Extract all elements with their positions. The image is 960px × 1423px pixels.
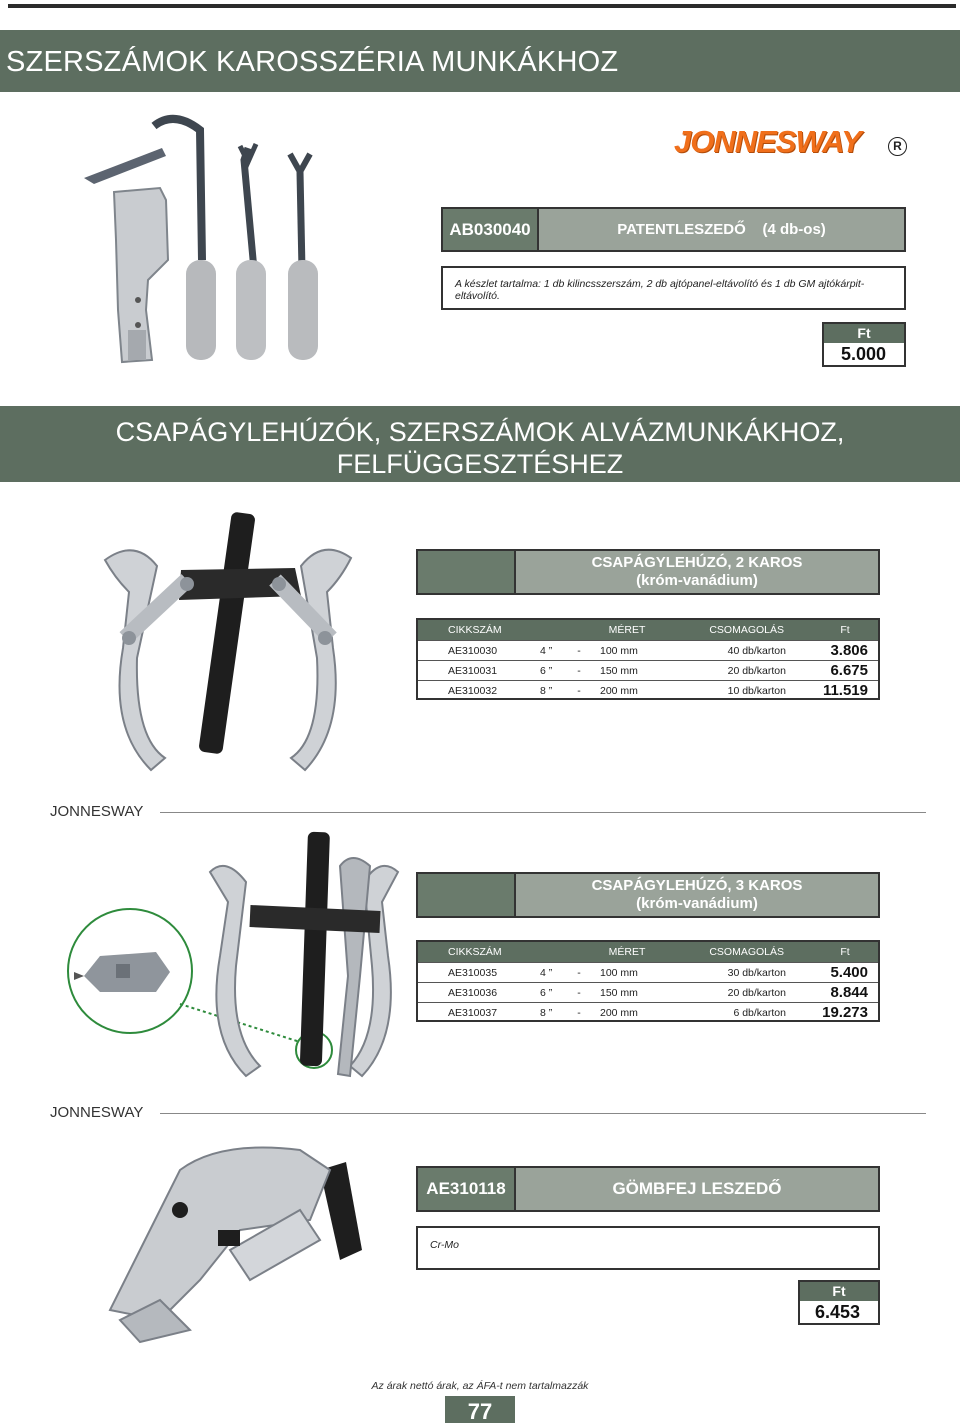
col-price: Ft — [840, 946, 850, 958]
section-title — [0, 416, 960, 480]
trim-tools-image — [74, 100, 344, 370]
product-title: CSAPÁGYLEHÚZÓ, 2 KAROS — [591, 554, 803, 571]
section-title-line1: CSAPÁGYLEHÚZÓK, SZERSZÁMOK ALVÁZMUNKÁKHOZ, — [115, 417, 845, 447]
separator-label: JONNESWAY — [50, 1104, 144, 1121]
product-header-ab030040 — [441, 207, 906, 252]
price-value: 6.453 — [814, 1302, 860, 1322]
separator-line — [160, 812, 926, 813]
top-rule — [8, 4, 956, 8]
separator-line — [160, 1113, 926, 1114]
table-row: AE310030 4 ” - 100 mm 40 db/karton 3.806 — [418, 640, 878, 660]
panel-remover-tool-icon — [154, 119, 266, 360]
page-title: SZERSZÁMOK KAROSSZÉRIA MUNKÁKHOZ — [6, 46, 619, 78]
ball-joint-separator-image — [100, 1130, 380, 1350]
price-box — [822, 322, 906, 367]
door-handle-tool-icon — [84, 148, 168, 362]
table-row: AE310035 4 ” - 100 mm 30 db/karton 5.400 — [418, 962, 878, 982]
table-row: AE310031 6 ” - 150 mm 20 db/karton 6.675 — [418, 660, 878, 680]
price-table-three-jaw — [416, 940, 880, 1022]
product-code: AE310118 — [418, 1168, 516, 1210]
col-pack: CSOMAGOLÁS — [709, 946, 784, 958]
separator-label: JONNESWAY — [50, 803, 144, 820]
col-code: CIKKSZÁM — [448, 946, 502, 958]
price-table-two-jaw — [416, 618, 880, 700]
col-pack: CSOMAGOLÁS — [709, 624, 784, 636]
page-number: 77 — [445, 1396, 515, 1423]
product-name: GÖMBFEJ LESZEDŐ — [612, 1179, 782, 1198]
price-value: 5.000 — [840, 344, 886, 364]
product-description: A készlet tartalma: 1 db kilincsszerszám, 2 db ajtópanel-eltávolító és 1 db GM ajtókárpit-eltávolító. — [441, 266, 906, 310]
brand-logo: JONNESWAY — [674, 124, 861, 159]
price-currency: Ft — [824, 324, 904, 343]
product-subtitle: (króm-vanádium) — [636, 895, 758, 912]
product-header-two-jaw — [416, 549, 880, 595]
table-row: AE310036 6 ” - 150 mm 20 db/karton 8.844 — [418, 982, 878, 1002]
product-header-ae310118 — [416, 1166, 880, 1212]
product-name: PATENTLESZEDŐ (4 db-os) — [617, 220, 826, 238]
price-box — [798, 1280, 880, 1325]
product-header-three-jaw — [416, 872, 880, 918]
table-header — [418, 620, 878, 640]
col-size: MÉRET — [608, 624, 646, 636]
col-code: CIKKSZÁM — [448, 624, 502, 636]
registered-mark: R — [888, 137, 907, 156]
upholstery-remover-tool-icon — [288, 154, 318, 360]
two-jaw-puller-image — [95, 508, 365, 776]
table-row: AE310032 8 ” - 200 mm 10 db/karton 11.519 — [418, 680, 878, 700]
product-title: CSAPÁGYLEHÚZÓ, 3 KAROS — [591, 877, 803, 894]
section-title-line2: FELFÜGGESZTÉSHEZ — [336, 449, 624, 479]
product-description: Cr-Mo — [416, 1226, 880, 1270]
table-row: AE310037 8 ” - 200 mm 6 db/karton 19.273 — [418, 1002, 878, 1022]
price-currency: Ft — [800, 1282, 878, 1301]
three-jaw-puller-image — [60, 826, 400, 1096]
product-code: AB030040 — [443, 209, 539, 250]
footer-note: Az árak nettó árak, az ÁFA-t nem tartalmazzák — [371, 1380, 589, 1392]
table-header — [418, 942, 878, 962]
col-price: Ft — [840, 624, 850, 636]
col-size: MÉRET — [608, 946, 646, 958]
product-subtitle: (króm-vanádium) — [636, 572, 758, 589]
